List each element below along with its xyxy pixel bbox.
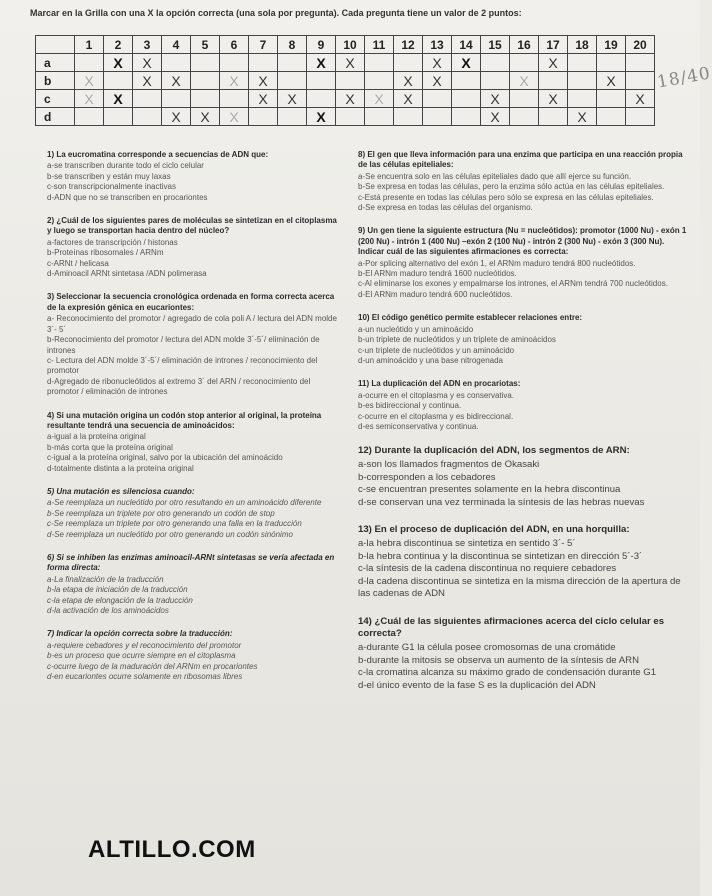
answer-option: c-ARNt / helicasa bbox=[47, 258, 109, 268]
answer-option: b-Se expresa en todas las células, pero la enzima sólo actúa en las células epiteliales. bbox=[358, 182, 665, 192]
answer-option: c-Se reemplaza un triplete por otro generando una falla en la traducción bbox=[47, 519, 302, 529]
answer-option: c- Lectura del ADN molde 3´-5´/ eliminación de intrones / reconocimiento del promotor bbox=[47, 355, 318, 376]
question-block bbox=[47, 292, 342, 397]
answer-option: a-ocurre en el citoplasma y es conservativa. bbox=[358, 390, 515, 400]
grid-column-header: 16 bbox=[510, 36, 539, 54]
answer-option: d-Aminoacil ARNt sintetasa /ADN polimerasa bbox=[47, 269, 207, 279]
answer-option: b-se transcriben y están muy laxas bbox=[47, 171, 171, 181]
grid-answer-cell[interactable] bbox=[278, 72, 307, 90]
grid-answer-cell[interactable]: X bbox=[220, 108, 249, 126]
answer-option: b-la etapa de iniciación de la traducción bbox=[47, 585, 188, 595]
grid-answer-cell[interactable]: X bbox=[423, 54, 452, 72]
answer-option: a- Reconocimiento del promotor / agregado de cola poli A / lectura del ADN molde 3´- 5´ bbox=[47, 314, 337, 334]
question-block bbox=[358, 313, 688, 366]
grid-answer-cell[interactable] bbox=[510, 108, 539, 126]
answer-option: b-durante la mitosis se observa un aumento de la síntesis de ARN bbox=[358, 654, 640, 666]
grid-row-label: a bbox=[36, 54, 75, 72]
question-block bbox=[47, 411, 342, 474]
grid-answer-cell[interactable] bbox=[365, 108, 394, 126]
grid-column-header: 6 bbox=[220, 36, 249, 54]
questions-right-column bbox=[358, 150, 688, 707]
grid-answer-cell[interactable]: X bbox=[336, 90, 365, 108]
grid-column-header: 13 bbox=[423, 36, 452, 54]
answer-option: a-factores de transcripción / histonas bbox=[47, 237, 178, 247]
grid-column-header: 11 bbox=[365, 36, 394, 54]
answer-option: c-la etapa de elongación de la traducción bbox=[47, 595, 193, 605]
grid-answer-cell[interactable]: X bbox=[423, 72, 452, 90]
grid-answer-cell[interactable]: X bbox=[133, 72, 162, 90]
answer-option: d-Se expresa en todas las células del organismo. bbox=[358, 203, 533, 213]
grid-answer-cell[interactable] bbox=[75, 54, 104, 72]
grid-answer-cell[interactable] bbox=[336, 108, 365, 126]
grid-answer-cell[interactable] bbox=[249, 54, 278, 72]
grid-answer-cell[interactable] bbox=[162, 90, 191, 108]
grid-answer-cell[interactable]: X bbox=[597, 72, 626, 90]
grid-answer-cell[interactable]: X bbox=[307, 54, 336, 72]
answer-option: a-Se encuentra solo en las células epiteliales dado que allí ejerce su función. bbox=[358, 171, 632, 181]
question-title: 8) El gen que lleva información para una enzima que participa en una reacción propia de las células epiteliales: bbox=[358, 150, 683, 170]
answer-option: d-Se reemplaza un nucleótido por otro generando un codón sinónimo bbox=[47, 529, 293, 539]
question-block bbox=[358, 379, 688, 432]
grid-answer-cell[interactable] bbox=[568, 90, 597, 108]
grid-answer-cell[interactable]: X bbox=[162, 72, 191, 90]
answer-option: a-son los llamados fragmentos de Okasaki bbox=[358, 458, 540, 470]
grid-answer-cell[interactable] bbox=[539, 108, 568, 126]
grid-answer-cell[interactable] bbox=[539, 72, 568, 90]
grid-answer-cell[interactable]: X bbox=[75, 72, 104, 90]
grid-answer-cell[interactable] bbox=[597, 54, 626, 72]
grid-answer-cell[interactable] bbox=[626, 108, 655, 126]
grid-row-b bbox=[36, 72, 655, 90]
grid-column-header: 17 bbox=[539, 36, 568, 54]
grid-answer-cell[interactable] bbox=[104, 72, 133, 90]
grid-answer-cell[interactable]: X bbox=[626, 90, 655, 108]
grid-answer-cell[interactable] bbox=[191, 72, 220, 90]
grid-answer-cell[interactable]: X bbox=[539, 90, 568, 108]
grid-answer-cell[interactable] bbox=[510, 90, 539, 108]
question-title: 4) Si una mutación origina un codón stop anterior al original, la proteína resultante tendrá una secuencia de aminoácidos: bbox=[47, 410, 322, 430]
grid-column-header: 7 bbox=[249, 36, 278, 54]
grid-answer-cell[interactable] bbox=[452, 90, 481, 108]
question-block bbox=[358, 226, 688, 300]
grid-column-header: 19 bbox=[597, 36, 626, 54]
grid-answer-cell[interactable] bbox=[481, 72, 510, 90]
grid-column-header: 10 bbox=[336, 36, 365, 54]
grid-answer-cell[interactable] bbox=[133, 90, 162, 108]
grid-answer-cell[interactable] bbox=[162, 54, 191, 72]
instructions: Marcar en la Grilla con una X la opción correcta (una sola por pregunta). Cada pregunta tiene un valor de 2 puntos: bbox=[30, 8, 522, 18]
answer-option: d-Agregado de ribonucleótidos al extremo 3´ del ARN / reconocimiento del promotor / eliminación de intrones bbox=[47, 376, 311, 397]
grid-column-header: 9 bbox=[307, 36, 336, 54]
grid-answer-cell[interactable]: X bbox=[104, 54, 133, 72]
answer-option: d-un aminoácido y una base nitrogenada bbox=[358, 355, 503, 365]
grid-answer-cell[interactable] bbox=[133, 108, 162, 126]
grid-answer-cell[interactable]: X bbox=[249, 72, 278, 90]
question-title: 13) En el proceso de duplicación del ADN, en una horquilla: bbox=[358, 524, 630, 536]
grid-answer-cell[interactable]: X bbox=[481, 90, 510, 108]
answer-option: b-la hebra continua y la discontinua se sintetizan en dirección 5´-3´ bbox=[358, 550, 643, 562]
answer-option: a-la hebra discontinua se sintetiza en sentido 3´- 5´ bbox=[358, 537, 576, 549]
question-title: 10) El código genético permite establecer relaciones entre: bbox=[358, 313, 583, 323]
grid-column-header: 1 bbox=[75, 36, 104, 54]
grid-answer-cell[interactable] bbox=[365, 72, 394, 90]
grid-answer-cell[interactable] bbox=[452, 72, 481, 90]
grid-answer-cell[interactable]: X bbox=[394, 72, 423, 90]
grid-answer-cell[interactable]: X bbox=[365, 90, 394, 108]
answer-option: d-en eucariontes ocurre solamente en ribosomas libres bbox=[47, 672, 243, 682]
grid-answer-cell[interactable] bbox=[278, 54, 307, 72]
question-title: 5) Una mutación es silenciosa cuando: bbox=[47, 486, 195, 496]
question-block bbox=[47, 216, 342, 279]
grid-answer-cell[interactable] bbox=[481, 54, 510, 72]
grid-answer-cell[interactable] bbox=[278, 108, 307, 126]
grid-answer-cell[interactable] bbox=[365, 54, 394, 72]
grid-column-header: 4 bbox=[162, 36, 191, 54]
answer-grid bbox=[35, 35, 655, 126]
answer-option: d-totalmente distinta a la proteína original bbox=[47, 463, 194, 473]
grid-row-label: d bbox=[36, 108, 75, 126]
answer-option: a-se transcriben durante todo el ciclo celular bbox=[47, 161, 204, 171]
grid-answer-cell[interactable] bbox=[626, 72, 655, 90]
grid-column-header: 20 bbox=[626, 36, 655, 54]
question-title: 9) Un gen tiene la siguiente estructura (Nu = nucleótidos): promotor (1000 Nu) - exón 1 (200 Nu) - intrón 1 (400 Nu) –exón 2 (100 Nu) - intrón 2 (300 Nu) - exón 3 (300 Nu). Indicar cuál de las siguientes afirmaciones es correcta: bbox=[358, 226, 687, 257]
grid-answer-cell[interactable] bbox=[626, 54, 655, 72]
grid-answer-cell[interactable] bbox=[568, 54, 597, 72]
grid-answer-cell[interactable]: X bbox=[191, 108, 220, 126]
question-title: 2) ¿Cuál de los siguientes pares de moléculas se sintetizan en el citoplasma y luego se transportan hacia dentro del núcleo? bbox=[47, 216, 337, 236]
grid-column-header: 5 bbox=[191, 36, 220, 54]
answer-option: c-un triplete de nucleótidos y un aminoácido bbox=[358, 345, 515, 355]
answer-option: b-más corta que la proteína original bbox=[47, 442, 173, 452]
grid-row-label: b bbox=[36, 72, 75, 90]
question-title: 3) Seleccionar la secuencia cronológica ordenada en forma correcta acerca de la expresión génica en eucariontes: bbox=[47, 292, 335, 312]
answer-option: a-requiere cebadores y el reconocimiento del promotor bbox=[47, 640, 242, 650]
answer-option: c-ocurre en el citoplasma y es bidireccional. bbox=[358, 411, 514, 421]
grid-row-c bbox=[36, 90, 655, 108]
answer-option: a-un nucleótido y un aminoácido bbox=[358, 324, 474, 334]
brand-watermark: ALTILLO.COM bbox=[88, 836, 256, 863]
grid-answer-cell[interactable]: X bbox=[510, 72, 539, 90]
answer-option: a-durante G1 la célula posee cromosomas de una cromátide bbox=[358, 642, 616, 654]
answer-option: c-la síntesis de la cadena discontinua no requiere cebadores bbox=[358, 563, 617, 575]
grid-answer-cell[interactable] bbox=[220, 54, 249, 72]
question-title: 1) La eucromatina corresponde a secuencias de ADN que: bbox=[47, 150, 269, 159]
answer-option: d-la activación de los aminoácidos bbox=[47, 606, 169, 616]
answer-option: c-Al eliminarse los exones y empalmarse los intrones, el ARNm tendrá 700 nucleótidos. bbox=[358, 279, 668, 289]
answer-option: c-se encuentran presentes solamente en la hebra discontinua bbox=[358, 484, 621, 496]
grid-answer-cell[interactable]: X bbox=[162, 108, 191, 126]
question-block bbox=[47, 553, 342, 616]
grid-answer-cell[interactable]: X bbox=[452, 54, 481, 72]
grid-answer-cell[interactable]: X bbox=[481, 108, 510, 126]
handwritten-score: 18/40 bbox=[655, 63, 712, 93]
grid-column-header: 3 bbox=[133, 36, 162, 54]
grid-answer-cell[interactable]: X bbox=[278, 90, 307, 108]
question-title: 11) La duplicación del ADN en procariotas: bbox=[358, 379, 521, 389]
answer-option: d-se conservan una vez terminada la síntesis de las hebras nuevas bbox=[358, 496, 645, 508]
question-title: 12) Durante la duplicación del ADN, los segmentos de ARN: bbox=[358, 445, 630, 457]
grid-answer-cell[interactable]: X bbox=[394, 90, 423, 108]
answer-option: a-Por splicing alternativo del exón 1, el ARNm maduro tendrá 800 nucleótidos. bbox=[358, 258, 636, 268]
answer-option: b-Se reemplaza un triplete por otro generando un codón de stop bbox=[47, 508, 275, 518]
grid-answer-cell[interactable] bbox=[423, 108, 452, 126]
question-block bbox=[47, 629, 342, 682]
grid-answer-cell[interactable]: X bbox=[75, 90, 104, 108]
grid-row-a bbox=[36, 54, 655, 72]
grid-answer-cell[interactable] bbox=[191, 90, 220, 108]
grid-column-header: 12 bbox=[394, 36, 423, 54]
answer-option: b-Proteínas ribosomales / ARNm bbox=[47, 248, 164, 258]
answer-option: b-es un proceso que ocurre siempre en el citoplasma bbox=[47, 651, 236, 661]
grid-answer-cell[interactable] bbox=[75, 108, 104, 126]
grid-answer-cell[interactable]: X bbox=[336, 54, 365, 72]
grid-answer-cell[interactable] bbox=[307, 90, 336, 108]
grid-answer-cell[interactable] bbox=[394, 108, 423, 126]
answer-option: d-el único evento de la fase S es la duplicación del ADN bbox=[358, 679, 596, 691]
grid-answer-cell[interactable] bbox=[423, 90, 452, 108]
answer-option: b-El ARNm maduro tendrá 1600 nucleótidos. bbox=[358, 269, 517, 279]
answer-option: d-ADN que no se transcriben en procariontes bbox=[47, 192, 208, 202]
grid-answer-cell[interactable] bbox=[220, 90, 249, 108]
grid-answer-cell[interactable]: X bbox=[568, 108, 597, 126]
grid-answer-cell[interactable] bbox=[510, 54, 539, 72]
grid-answer-cell[interactable] bbox=[307, 72, 336, 90]
grid-answer-cell[interactable] bbox=[104, 108, 133, 126]
questions-left-column bbox=[47, 150, 342, 695]
answer-option: b-es bidireccional y continua. bbox=[358, 401, 462, 411]
grid-answer-cell[interactable] bbox=[597, 90, 626, 108]
answer-option: c-igual a la proteína original, salvo por la ubicación del aminoácido bbox=[47, 453, 283, 463]
answer-option: b-corresponden a los cebadores bbox=[358, 471, 496, 483]
answer-option: c-la cromatina alcanza su máximo grado de condensación durante G1 bbox=[358, 667, 657, 679]
grid-answer-cell[interactable] bbox=[336, 72, 365, 90]
grid-answer-cell[interactable]: X bbox=[307, 108, 336, 126]
grid-answer-cell[interactable] bbox=[597, 108, 626, 126]
grid-answer-cell[interactable]: X bbox=[133, 54, 162, 72]
answer-option: c-son transcripcionalmente inactivas bbox=[47, 182, 176, 192]
question-block bbox=[47, 487, 342, 540]
grid-answer-cell[interactable] bbox=[249, 108, 278, 126]
grid-row-label: c bbox=[36, 90, 75, 108]
answer-option: a-igual a la proteína original bbox=[47, 432, 146, 442]
answer-option: d-la cadena discontinua se sintetiza en la misma dirección de la apertura de las cadenas de ADN bbox=[358, 575, 681, 600]
answer-option: a-Se reemplaza un nucleótido por otro resultando en un aminoácido diferente bbox=[47, 498, 322, 508]
grid-column-header: 18 bbox=[568, 36, 597, 54]
grid-answer-cell[interactable]: X bbox=[220, 72, 249, 90]
grid-corner bbox=[36, 36, 75, 54]
grid-answer-cell[interactable]: X bbox=[539, 54, 568, 72]
grid-column-header: 14 bbox=[452, 36, 481, 54]
question-block bbox=[358, 524, 688, 601]
answer-option: d-es semiconservativa y continua. bbox=[358, 421, 479, 431]
grid-answer-cell[interactable]: X bbox=[104, 90, 133, 108]
grid-answer-cell[interactable] bbox=[568, 72, 597, 90]
grid-column-header: 2 bbox=[104, 36, 133, 54]
grid-column-header: 15 bbox=[481, 36, 510, 54]
answer-option: a-La finalización de la traducción bbox=[47, 574, 164, 584]
question-block bbox=[358, 150, 688, 213]
question-title: 7) Indicar la opción correcta sobre la traducción: bbox=[47, 629, 233, 639]
grid-answer-cell[interactable] bbox=[191, 54, 220, 72]
grid-answer-cell[interactable] bbox=[452, 108, 481, 126]
answer-option: c-ocurre luego de la maduración del ARNm en procariontes bbox=[47, 661, 258, 671]
question-block bbox=[358, 616, 688, 693]
question-title: 6) Si se inhiben las enzimas aminoacil-ARNt sintetasas se vería afectada en forma directa: bbox=[47, 553, 335, 573]
answer-option: b-un triplete de nucleótidos y un triplete de aminoácidos bbox=[358, 335, 556, 345]
question-title: 14) ¿Cuál de las siguientes afirmaciones acerca del ciclo celular es correcta? bbox=[358, 615, 665, 640]
grid-header-row bbox=[36, 36, 655, 54]
question-block bbox=[358, 445, 688, 509]
answer-option: b-Reconocimiento del promotor / lectura del ADN molde 3´-5´/ eliminación de intrones bbox=[47, 335, 320, 355]
answer-option: d-El ARNm maduro tendrá 600 nucleótidos. bbox=[358, 289, 513, 299]
grid-answer-cell[interactable]: X bbox=[249, 90, 278, 108]
grid-column-header: 8 bbox=[278, 36, 307, 54]
grid-answer-cell[interactable] bbox=[394, 54, 423, 72]
grid-row-d bbox=[36, 108, 655, 126]
answer-option: c-Está presente en todas las células pero sólo se expresa en las células epiteliales. bbox=[358, 192, 654, 202]
question-block bbox=[47, 150, 342, 203]
